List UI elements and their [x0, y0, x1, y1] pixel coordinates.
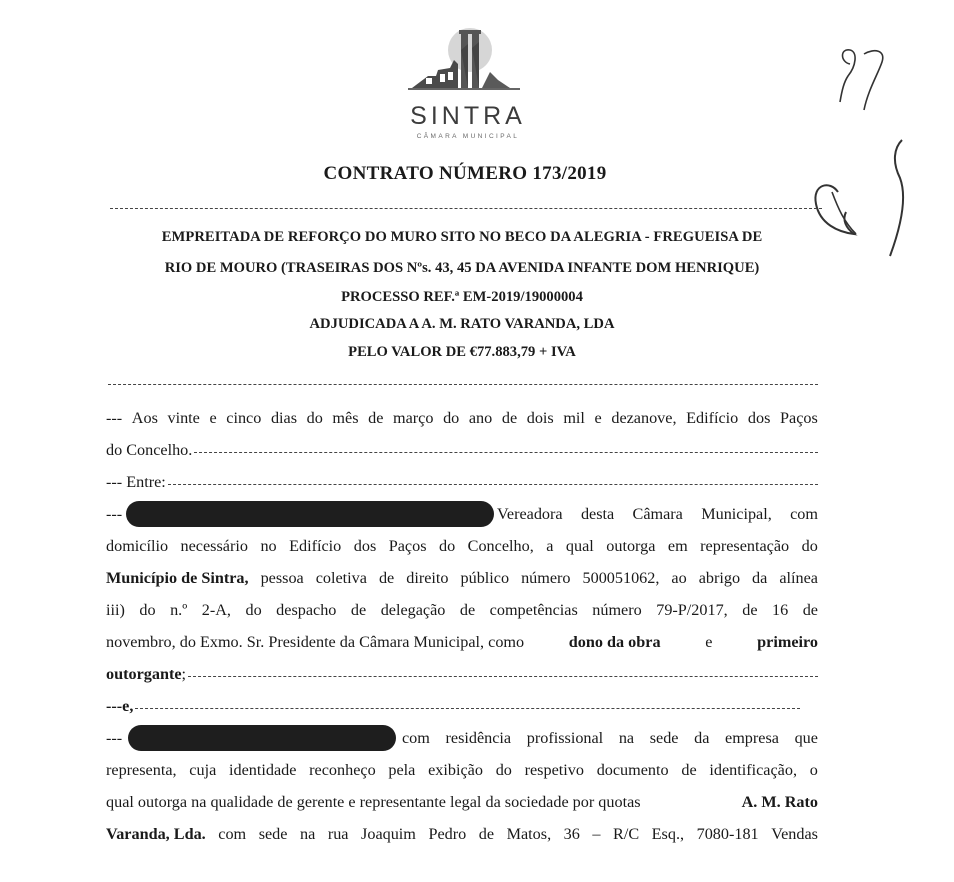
- word: 36: [563, 825, 580, 843]
- word: Joaquim: [361, 825, 416, 843]
- body-line-1: [106, 402, 818, 434]
- word: –: [592, 825, 601, 843]
- word: dias: [270, 409, 298, 427]
- body-line-9: [106, 658, 818, 690]
- word: n.º: [170, 601, 188, 619]
- word: sede: [258, 825, 288, 843]
- contract-title: CONTRATO NÚMERO 173/2019: [323, 163, 607, 184]
- word: outorga: [606, 537, 656, 555]
- word: do: [245, 601, 262, 619]
- separator-line: [110, 208, 822, 209]
- word: o: [809, 761, 818, 779]
- dash-fill: [188, 676, 818, 677]
- dash-fill: [135, 708, 800, 709]
- word: dos: [747, 409, 771, 427]
- word: ano: [468, 409, 493, 427]
- line-text: ---e,: [106, 697, 134, 715]
- word: delegação: [380, 601, 446, 619]
- word: e: [594, 409, 602, 427]
- word: 79-P/2017,: [656, 601, 728, 619]
- word: 2-A,: [201, 601, 231, 619]
- word: domicílio: [106, 537, 169, 555]
- word: de: [378, 569, 395, 587]
- line-text: novembro, do Exmo. Sr. Presidente da Câmara Municipal, como: [106, 633, 525, 651]
- word: número: [592, 601, 642, 619]
- heading-value: PELO VALOR DE €77.883,79 + IVA: [348, 344, 576, 360]
- logo-name: SINTRA: [410, 102, 526, 130]
- word: Concelho,: [467, 537, 534, 555]
- heading-awarded-to: ADJUDICADA A A. M. RATO VARANDA, LDA: [309, 316, 615, 332]
- word: do: [495, 761, 512, 779]
- word: competências: [489, 601, 578, 619]
- word: de: [681, 761, 697, 779]
- word: número: [521, 569, 571, 587]
- word: representação: [700, 537, 790, 555]
- word: despacho: [276, 601, 337, 619]
- word: pessoa: [260, 569, 304, 587]
- word: cuja: [189, 761, 217, 779]
- line-prefix: ---: [106, 505, 123, 523]
- word: do: [139, 601, 156, 619]
- word: dos: [353, 537, 377, 555]
- word: do: [801, 537, 818, 555]
- word: público: [460, 569, 510, 587]
- body-line-6: [106, 562, 818, 594]
- word: qual: [565, 537, 594, 555]
- line-text: qual outorga na qualidade de gerente e representante legal da sociedade por quotas: [106, 793, 641, 811]
- word: vinte: [167, 409, 200, 427]
- word: reconheço: [309, 761, 376, 779]
- company-name-cont: Varanda, Lda.: [106, 825, 206, 843]
- word: que: [794, 729, 818, 747]
- word: na: [618, 729, 635, 747]
- word: Pedro: [428, 825, 467, 843]
- word: dois: [526, 409, 554, 427]
- body-line-12: [106, 754, 818, 786]
- first-party-label: primeiro: [757, 633, 818, 651]
- word: de: [501, 409, 518, 427]
- heading-line-2: RIO DE MOURO (TRASEIRAS DOS Nºs. 43, 45 DA AVENIDA INFANTE DOM HENRIQUE): [164, 260, 760, 276]
- word: e: [705, 633, 713, 651]
- word: da: [752, 569, 768, 587]
- word: alínea: [779, 569, 818, 587]
- handwritten-number-mid: [808, 138, 918, 264]
- line-prefix: ---: [106, 729, 123, 747]
- word: desta: [580, 505, 615, 523]
- redacted-name-2: [128, 725, 396, 751]
- word: Municipal,: [701, 505, 772, 523]
- body-line-14: [106, 818, 818, 850]
- first-party-label-cont: outorgante: [106, 665, 182, 683]
- word: ao: [671, 569, 687, 587]
- word: do: [438, 537, 456, 555]
- word: R/C: [613, 825, 640, 843]
- dash-fill: [168, 484, 818, 485]
- word: Edifício: [289, 537, 342, 555]
- word: mil: [563, 409, 585, 427]
- owner-role: dono da obra: [568, 633, 661, 651]
- word: exibição: [428, 761, 483, 779]
- body-line-7: [106, 594, 818, 626]
- word: de: [802, 601, 818, 619]
- word: residência: [445, 729, 512, 747]
- word: iii): [106, 601, 125, 619]
- separator-line: [108, 384, 818, 385]
- word: de: [742, 601, 758, 619]
- word: abrigo: [698, 569, 741, 587]
- body-line-2: [106, 434, 818, 466]
- word: ---: [106, 409, 123, 427]
- handwritten-top-text: 97: [834, 42, 835, 43]
- line-text: do Concelho.: [106, 441, 193, 459]
- word: Matos,: [506, 825, 552, 843]
- sintra-logo: [398, 20, 538, 142]
- word: Vendas: [771, 825, 818, 843]
- word: direito: [406, 569, 449, 587]
- body-line-3: [106, 466, 818, 498]
- word: 16: [772, 601, 789, 619]
- word: de: [350, 601, 367, 619]
- line-text: --- Entre:: [106, 473, 166, 491]
- word: rua: [327, 825, 349, 843]
- word: cinco: [226, 409, 262, 427]
- handwritten-mid-text: 21: [808, 138, 809, 139]
- redacted-name-1: [126, 501, 494, 527]
- word: de: [478, 825, 495, 843]
- word: coletiva: [315, 569, 367, 587]
- handwritten-number-top: [834, 42, 898, 116]
- word: 500051062,: [582, 569, 660, 587]
- word: em: [667, 537, 688, 555]
- punctuation: ;: [181, 665, 187, 683]
- word: dezanove,: [611, 409, 677, 427]
- word: no: [260, 537, 277, 555]
- word: 7080-181: [696, 825, 759, 843]
- word: Vereadora: [497, 505, 563, 523]
- body-line-13: [106, 786, 818, 818]
- body-line-10: [106, 690, 800, 722]
- word: Paços: [388, 537, 427, 555]
- sintra-emblem-icon: [398, 20, 538, 104]
- body-line-4-rest: [497, 498, 818, 530]
- word: Câmara: [632, 505, 683, 523]
- word: identificação,: [709, 761, 798, 779]
- word: com: [402, 729, 430, 747]
- word: mês: [332, 409, 359, 427]
- word: sede: [649, 729, 679, 747]
- body-line-11-rest: [402, 722, 818, 754]
- word: identidade: [229, 761, 297, 779]
- word: Aos: [131, 409, 158, 427]
- word: a: [546, 537, 554, 555]
- word: de: [368, 409, 384, 427]
- municipality-name: Município de Sintra,: [106, 569, 249, 587]
- word: respetivo: [524, 761, 584, 779]
- word: de: [459, 601, 476, 619]
- body-line-5: [106, 530, 818, 562]
- word: com: [218, 825, 247, 843]
- word: necessário: [180, 537, 248, 555]
- word: na: [300, 825, 316, 843]
- heading-process-ref: PROCESSO REF.ª EM-2019/19000004: [341, 289, 583, 305]
- heading-line-1: EMPREITADA DE REFORÇO DO MURO SITO NO BECO DA ALEGRIA - FREGUEISA DE: [161, 229, 763, 245]
- word: profissional: [526, 729, 604, 747]
- body-line-8: [106, 626, 818, 658]
- word: representa,: [106, 761, 177, 779]
- word: empresa: [725, 729, 779, 747]
- word: da: [694, 729, 710, 747]
- company-name: A. M. Rato: [741, 793, 818, 811]
- word: do: [306, 409, 323, 427]
- logo-subtitle: CÂMARA MUNICIPAL: [416, 133, 520, 140]
- word: e: [209, 409, 217, 427]
- word: do: [443, 409, 460, 427]
- word: Esq.,: [651, 825, 685, 843]
- word: documento: [596, 761, 669, 779]
- word: março: [393, 409, 434, 427]
- dash-fill: [194, 452, 818, 453]
- word: Paços: [780, 409, 818, 427]
- word: com: [790, 505, 818, 523]
- word: pela: [388, 761, 416, 779]
- word: Edifício: [686, 409, 739, 427]
